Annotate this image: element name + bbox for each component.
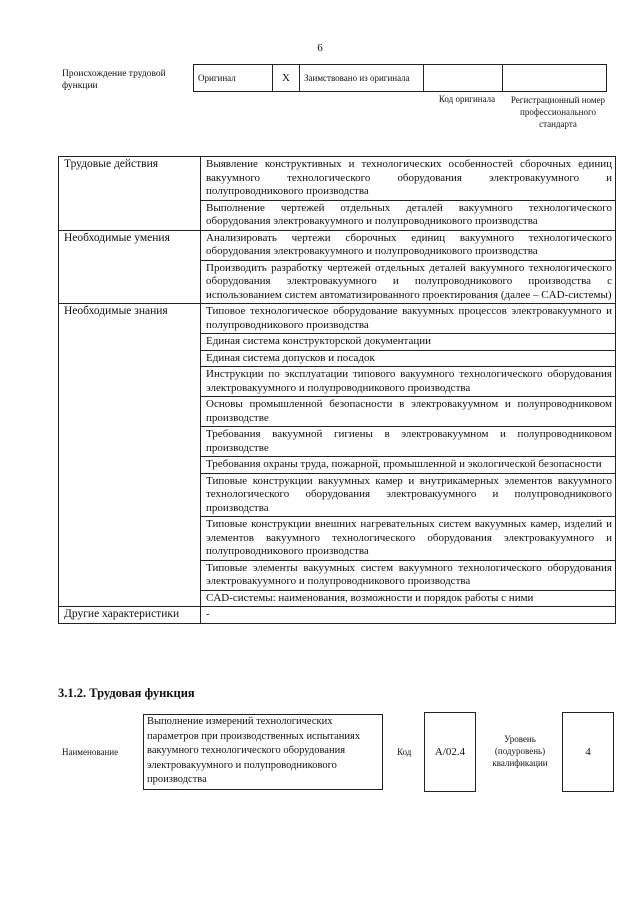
row-item: Типовые элементы вакуумных систем вакуумного технологического оборудования электровакуумного и полупроводникового производства bbox=[201, 560, 616, 590]
row-item: Выполнение чертежей отдельных деталей вакуумного технологического оборудования электровакуумного и полупроводникового производства bbox=[201, 200, 616, 230]
row-item: Выявление конструктивных и технологических особенностей сборочных единиц вакуумного технологического оборудования электровакуумного и полупроводникового производства bbox=[201, 157, 616, 201]
original-code-label: Код оригинала bbox=[438, 94, 496, 104]
borrowed-cell: Заимствовано из оригинала bbox=[300, 65, 424, 92]
reg-number-cell bbox=[503, 65, 607, 92]
level-label: Уровень (подуровень) квалификации bbox=[492, 734, 548, 768]
origin-label: Происхождение трудовой функции bbox=[62, 69, 166, 91]
table-row bbox=[59, 230, 616, 260]
labor-function-table bbox=[58, 156, 616, 624]
row-item: Единая система конструкторской документации bbox=[201, 334, 616, 351]
row-item: Производить разработку чертежей отдельных деталей вакуумного технологического оборудования электровакуумного и полупроводникового производства с использованием систем автоматизированного проектирования (далее – CAD-системы) bbox=[201, 260, 616, 304]
table-row bbox=[59, 157, 616, 201]
page-number: 6 bbox=[317, 42, 323, 54]
code-value-box: А/02.4 bbox=[424, 712, 476, 792]
row-header: Трудовые действия bbox=[59, 157, 201, 231]
reg-number-label: Регистрационный номер профессионального стандарта bbox=[510, 95, 606, 129]
row-item: Инструкции по эксплуатации типового вакуумного технологического оборудования электровакуумного и полупроводникового производства bbox=[201, 367, 616, 397]
name-label: Наименование bbox=[62, 747, 119, 757]
table-row bbox=[59, 607, 616, 624]
section-title: 3.1.2. Трудовая функция bbox=[58, 686, 195, 700]
row-item: - bbox=[201, 607, 616, 624]
code-label: Код bbox=[397, 747, 412, 757]
origin-table bbox=[193, 64, 607, 92]
table-row bbox=[59, 304, 616, 334]
original-code-cell bbox=[424, 65, 503, 92]
row-item: Требования вакуумной гигиены в электровакуумном и полупроводниковом производстве bbox=[201, 427, 616, 457]
row-item: Анализировать чертежи сборочных единиц вакуумного технологического оборудования электровакуумного и полупроводникового производства bbox=[201, 230, 616, 260]
original-mark: X bbox=[273, 65, 300, 92]
row-header: Необходимые знания bbox=[59, 304, 201, 607]
row-item: Типовые конструкции вакуумных камер и внутрикамерных элементов вакуумного технологического оборудования электровакуумного и полупроводникового производства bbox=[201, 473, 616, 517]
row-item: CAD-системы: наименования, возможности и порядок работы с ними bbox=[201, 590, 616, 607]
row-item: Единая система допусков и посадок bbox=[201, 350, 616, 367]
function-name-box: Выполнение измерений технологических параметров при производственных испытаниях вакуумного технологического оборудования электровакуумного и полупроводникового производства bbox=[143, 714, 383, 790]
row-item: Типовые конструкции внешних нагревательных систем вакуумных камер, изделий и элементов вакуумного технологического оборудования электровакуумного и полупроводникового производства bbox=[201, 517, 616, 561]
row-header: Другие характеристики bbox=[59, 607, 201, 624]
row-header: Необходимые умения bbox=[59, 230, 201, 304]
original-cell: Оригинал bbox=[194, 65, 273, 92]
row-item: Типовое технологическое оборудование вакуумных процессов электровакуумного и полупроводникового производства bbox=[201, 304, 616, 334]
level-value-box: 4 bbox=[562, 712, 614, 792]
row-item: Основы промышленной безопасности в электровакуумном и полупроводниковом производстве bbox=[201, 397, 616, 427]
row-item: Требования охраны труда, пожарной, промышленной и экологической безопасности bbox=[201, 457, 616, 474]
